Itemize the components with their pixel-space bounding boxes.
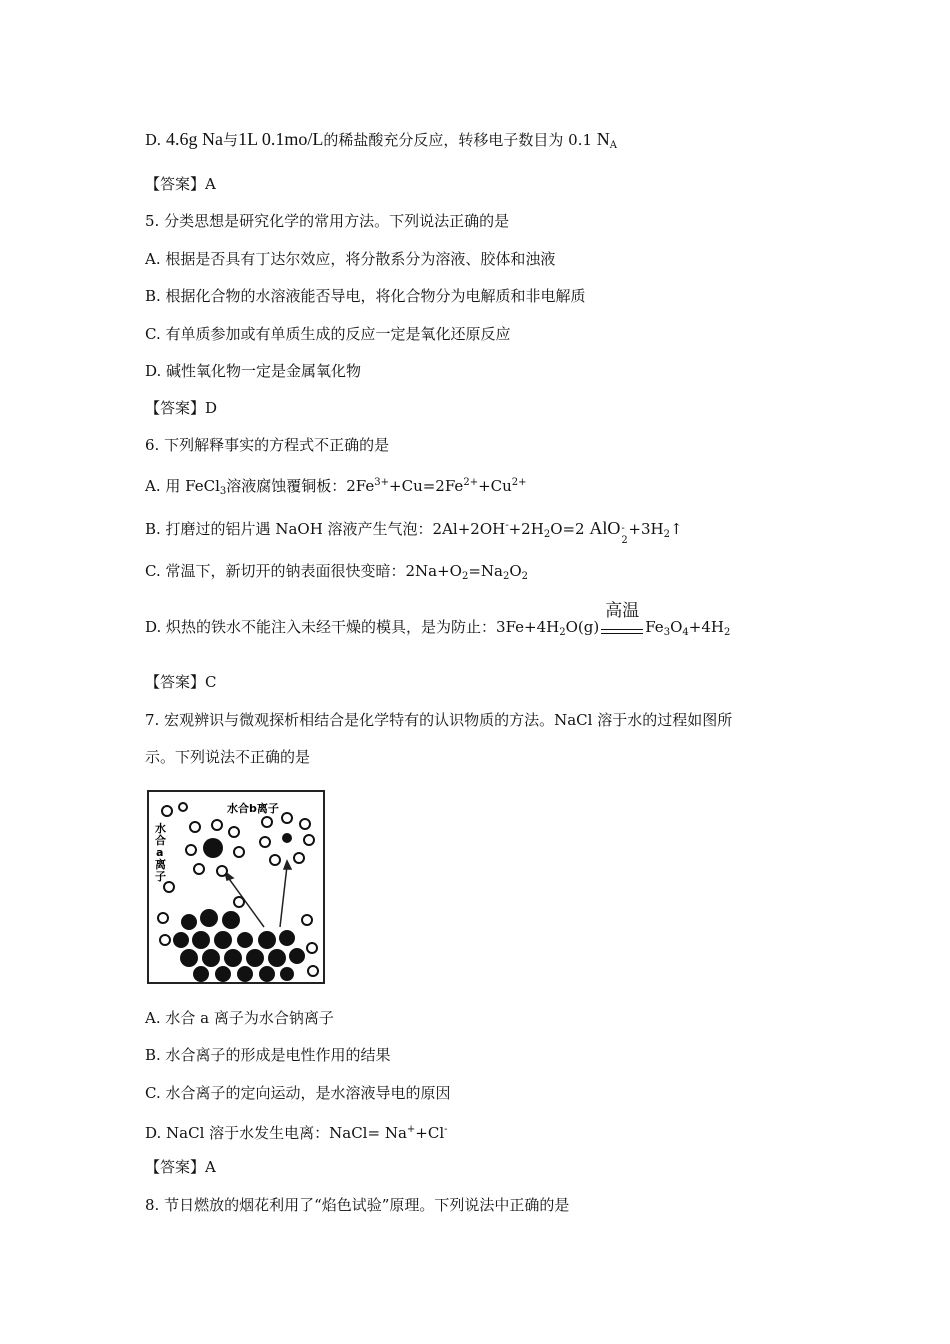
q5-option-a: A. 根据是否具有丁达尔效应，将分散系分为溶液、胶体和浊液	[145, 250, 556, 268]
subscript: 2	[502, 571, 510, 582]
figure-label-a-char: a	[156, 846, 164, 859]
superscript: +	[406, 1124, 416, 1135]
superscript: -	[621, 523, 625, 534]
ion	[200, 909, 218, 927]
ion	[222, 911, 240, 929]
q7-option-c: C. 水合离子的定向运动，是水溶液导电的原因	[145, 1084, 451, 1102]
subscript: A	[609, 140, 618, 151]
ion	[279, 930, 295, 946]
q5-option-b: B. 根据化合物的水溶液能否导电，将化合物分为电解质和非电解质	[145, 287, 586, 305]
text: +Cu=2Fe	[389, 477, 464, 495]
q4-option-d	[145, 129, 617, 156]
q6-option-a	[145, 473, 527, 502]
water-molecule	[234, 847, 244, 857]
text: 与	[223, 131, 239, 149]
hydrated-a-central-ion	[203, 838, 223, 858]
subscript: 4	[682, 627, 689, 638]
ion	[192, 931, 210, 949]
subscript: 2	[621, 535, 628, 546]
hydrated-b-central-ion	[282, 833, 292, 843]
water-molecule	[308, 966, 318, 976]
superscript: 2+	[463, 477, 479, 488]
text: A. 用 FeCl	[145, 477, 220, 495]
q6-option-b	[145, 516, 683, 545]
figure-label-a-char: 子	[155, 870, 166, 883]
subscript: 2	[723, 627, 731, 638]
water-molecule	[212, 820, 222, 830]
water-molecule	[294, 853, 304, 863]
water-molecule	[179, 803, 187, 811]
water-molecule	[229, 827, 239, 837]
q5-stem: 5. 分类思想是研究化学的常用方法。下列说法正确的是	[145, 212, 510, 230]
ion	[289, 948, 305, 964]
equals-line	[601, 629, 643, 630]
avogadro-symbol: N	[596, 129, 610, 149]
aluminate-charge	[620, 525, 628, 545]
aluminate-formula: AlO	[589, 518, 621, 538]
figure-label-a-char: 离	[155, 858, 166, 871]
text: O(g)	[565, 618, 600, 636]
water-molecule	[160, 935, 170, 945]
text: D. 炽热的铁水不能注入未经干燥的模具，是为防止：3Fe+4H	[145, 618, 560, 636]
ion	[258, 931, 276, 949]
subscript: 2	[521, 571, 529, 582]
q6-stem: 6. 下列解释事实的方程式不正确的是	[145, 436, 390, 454]
text: O	[509, 562, 522, 580]
water-molecule	[262, 817, 272, 827]
water-molecule	[217, 866, 227, 876]
q6-option-d	[145, 601, 731, 643]
ion	[246, 949, 264, 967]
figure-label-a-char: 合	[155, 834, 166, 847]
ion	[280, 967, 294, 981]
q7-answer: 【答案】A	[145, 1158, 216, 1176]
figure-label-a-char: 水	[155, 822, 166, 835]
water-molecule	[158, 913, 168, 923]
water-molecule	[260, 837, 270, 847]
superscript: 3+	[374, 477, 390, 488]
water-molecule	[194, 864, 204, 874]
text: +3H	[628, 520, 664, 538]
ion	[202, 949, 220, 967]
ion	[173, 932, 189, 948]
text: O	[670, 618, 683, 636]
q6-option-c	[145, 561, 528, 587]
q7-option-d	[145, 1120, 448, 1143]
q7-stem-line1: 7. 宏观辨识与微观探析相结合是化学特有的认识物质的方法。NaCl 溶于水的过程如图所	[145, 711, 733, 729]
gas-arrow-icon: ↑	[669, 520, 683, 538]
q7-option-b: B. 水合离子的形成是电性作用的结果	[145, 1046, 391, 1064]
ion	[181, 914, 197, 930]
subscript: 2	[461, 571, 469, 582]
option-label: D.	[145, 131, 162, 149]
subscript: 2	[543, 529, 551, 540]
superscript: 2+	[511, 477, 527, 488]
water-molecule	[164, 882, 174, 892]
water-molecule	[190, 822, 200, 832]
q5-answer: 【答案】D	[145, 399, 218, 417]
mass-value: 4.6g Na	[166, 129, 224, 149]
ion	[237, 966, 253, 982]
ion	[180, 949, 198, 967]
text: =Na	[468, 562, 503, 580]
nacl-dissolution-figure	[147, 790, 325, 984]
text: B. 打磨过的铝片遇 NaOH 溶液产生气泡：2Al+2OH	[145, 520, 506, 538]
q7-stem-line2: 示。下列说法不正确的是	[145, 748, 311, 766]
water-molecule	[300, 819, 310, 829]
water-molecule	[307, 943, 317, 953]
water-molecule	[302, 915, 312, 925]
condition-label: 高温	[605, 601, 640, 621]
q7-option-a: A. 水合 a 离子为水合钠离子	[145, 1009, 334, 1027]
water-molecule	[234, 897, 244, 907]
text: +4H	[688, 618, 724, 636]
ion	[193, 966, 209, 982]
reaction-condition	[601, 601, 643, 643]
water-molecule	[270, 855, 280, 865]
subscript: 2	[559, 627, 566, 638]
q5-option-d: D. 碱性氧化物一定是金属氧化物	[145, 362, 362, 380]
subscript: 2	[663, 529, 670, 540]
ion	[268, 949, 286, 967]
superscript: -	[505, 520, 509, 531]
ion	[214, 931, 232, 949]
superscript: -	[444, 1124, 448, 1135]
subscript: 3	[663, 627, 671, 638]
text: O=2	[550, 520, 590, 538]
text: +Cu	[478, 477, 512, 495]
q8-stem: 8. 节日燃放的烟花利用了“焰色试验”原理。下列说法中正确的是	[145, 1196, 570, 1214]
text: D. NaCl 溶于水发生电离：NaCl= Na	[145, 1124, 407, 1142]
ion	[259, 966, 275, 982]
figure-label-b: 水合b离子	[227, 802, 279, 815]
text: 溶液腐蚀覆铜板：2Fe	[226, 477, 375, 495]
ion	[237, 932, 253, 948]
water-molecule	[162, 806, 172, 816]
water-molecule	[282, 813, 292, 823]
text: Fe	[645, 618, 664, 636]
q5-option-c: C. 有单质参加或有单质生成的反应一定是氧化还原反应	[145, 325, 511, 343]
water-molecule	[304, 835, 314, 845]
water-molecule	[186, 845, 196, 855]
ion	[224, 949, 242, 967]
equals-line	[601, 633, 643, 634]
solution-value: 1L 0.1mo/L	[238, 129, 324, 149]
text: 的稀盐酸充分反应，转移电子数目为 0.1	[323, 131, 597, 149]
q6-answer: 【答案】C	[145, 673, 217, 691]
ion	[215, 966, 231, 982]
q4-answer: 【答案】A	[145, 175, 216, 193]
text: +Cl	[415, 1124, 445, 1142]
text: +2H	[508, 520, 544, 538]
text: C. 常温下，新切开的钠表面很快变暗：2Na+O	[145, 562, 462, 580]
subscript: 3	[219, 486, 227, 497]
